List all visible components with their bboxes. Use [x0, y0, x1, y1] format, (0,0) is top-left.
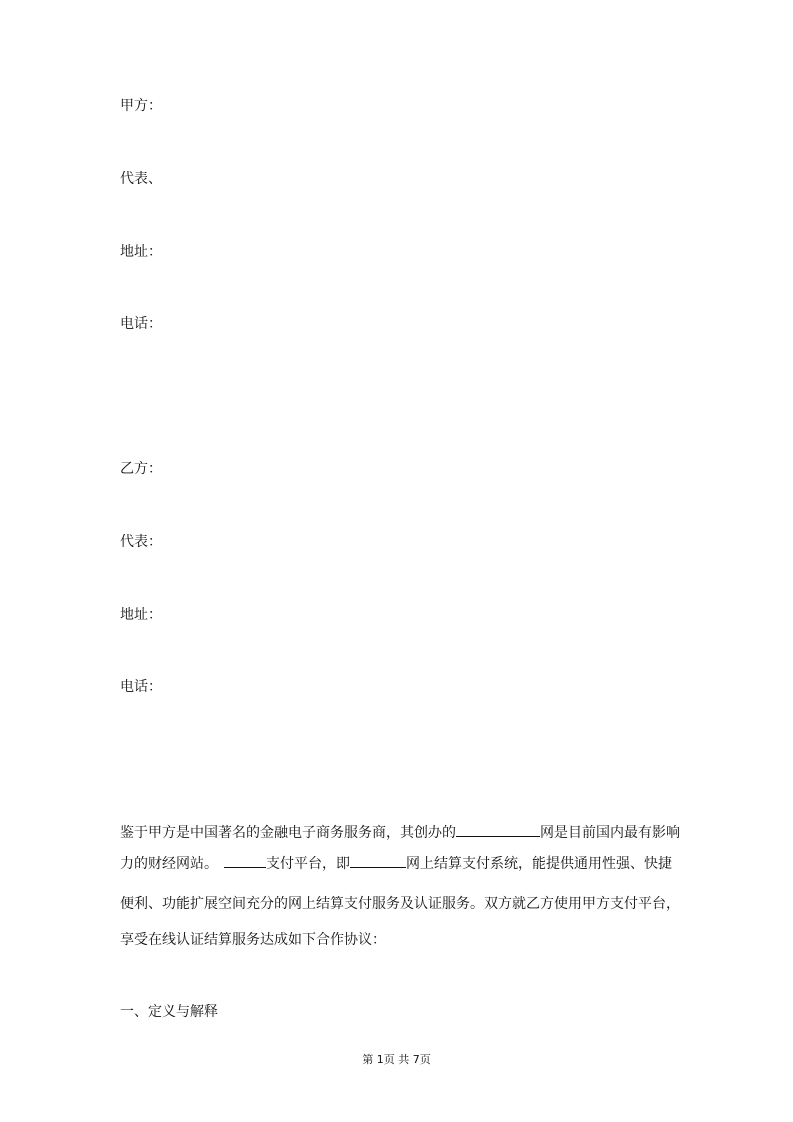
party-b-address-label: 地址：	[120, 607, 162, 623]
current-page-number: 1	[376, 1053, 384, 1066]
preamble-line-2-mid: 支付平台，即	[266, 856, 350, 872]
payment-system-blank	[350, 853, 406, 868]
footer-mid: 页 共	[383, 1053, 410, 1066]
party-b-label: 乙方：	[120, 461, 162, 477]
total-page-count: 7	[412, 1053, 420, 1066]
footer-prefix: 第	[362, 1053, 374, 1066]
preamble-line-4: 享受在线认证结算服务达成如下合作协议：	[120, 932, 386, 948]
preamble-line-1-start: 鉴于甲方是中国著名的金融电子商务服务商，其创办的	[120, 825, 456, 841]
party-b-representative-label: 代表：	[120, 534, 162, 550]
preamble-line-1-end: 网是目前国内最有影响	[540, 825, 680, 841]
party-b-phone-label: 电话：	[120, 679, 162, 695]
preamble-line-2	[120, 853, 672, 874]
party-a-label: 甲方：	[120, 98, 162, 114]
preamble-line-1	[120, 822, 680, 843]
preamble-line-3: 便利、功能扩展空间充分的网上结算支付服务及认证服务。双方就乙方使用甲方支付平台，	[120, 896, 680, 912]
section-heading: 一、定义与解释	[120, 1004, 218, 1020]
preamble-line-2-end: 网上结算支付系统，能提供通用性强、快捷	[406, 856, 672, 872]
website-name-blank	[456, 822, 540, 837]
preamble-line-2-start: 力的财经网站。	[120, 856, 218, 872]
party-a-address-label: 地址：	[120, 244, 162, 260]
party-a-representative-label: 代表、	[120, 171, 162, 187]
page-footer	[0, 1052, 793, 1068]
payment-platform-blank	[224, 853, 266, 868]
footer-suffix: 页	[419, 1053, 431, 1066]
party-a-phone-label: 电话：	[120, 316, 162, 332]
